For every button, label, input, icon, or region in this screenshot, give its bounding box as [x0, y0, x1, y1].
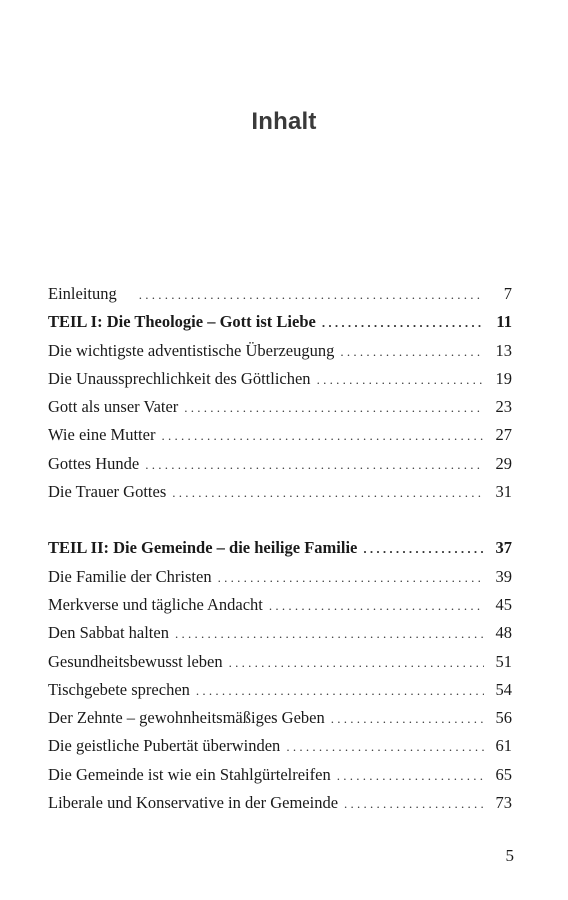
dot-leader [172, 479, 484, 507]
toc-entry-title: Gottes Hunde [48, 453, 140, 473]
dot-leader [286, 733, 484, 761]
toc-page-number: 73 [495, 793, 512, 813]
dot-leader [196, 677, 484, 705]
toc-page-number: 7 [503, 284, 512, 303]
toc-page-number: 23 [495, 397, 512, 417]
toc-entry[interactable] [48, 732, 512, 760]
toc-page-number: 19 [495, 368, 512, 388]
toc-page-number: 51 [495, 651, 512, 671]
toc-section-teil-2[interactable] [48, 534, 512, 562]
toc-entry[interactable] [48, 789, 512, 817]
toc-page-number: 56 [495, 708, 512, 728]
toc-page-number: 45 [495, 594, 512, 614]
dot-leader [317, 366, 484, 394]
dot-leader [363, 535, 484, 563]
toc-entry-title: Gesundheitsbewusst leben [48, 651, 223, 671]
toc-section-teil-1[interactable] [48, 308, 512, 336]
dot-leader [337, 762, 484, 790]
dot-leader [269, 592, 484, 620]
toc-entry-title: Die Unaussprechlichkeit des Göttlichen [48, 368, 311, 388]
dot-leader [139, 281, 484, 309]
toc-entry[interactable] [48, 704, 512, 732]
toc-page-number: 39 [495, 566, 512, 586]
toc-entry[interactable] [48, 337, 512, 365]
toc-entry-title: Die geistliche Pubertät überwinden [48, 736, 281, 756]
toc-entry-title: Wie eine Mutter [48, 425, 156, 445]
toc-entry-title: Der Zehnte – gewohnheitsmäßiges Geben [48, 708, 325, 728]
dot-leader [229, 649, 484, 677]
toc-page-number: 65 [495, 764, 512, 784]
toc-page-number: 48 [495, 623, 512, 643]
toc-entry-title: Die Gemeinde ist wie ein Stahlgürtelreifen [48, 764, 331, 784]
toc-entry[interactable] [48, 478, 512, 506]
toc-entry-einleitung[interactable] [48, 280, 512, 308]
toc-entry[interactable] [48, 365, 512, 393]
toc-entry-title: Den Sabbat halten [48, 623, 169, 643]
toc-entry[interactable] [48, 393, 512, 421]
dot-leader [322, 309, 484, 337]
toc-entry[interactable] [48, 648, 512, 676]
toc-entry[interactable] [48, 619, 512, 647]
page-number: 5 [505, 846, 514, 865]
toc-page-number: 27 [495, 425, 512, 445]
dot-leader [331, 705, 484, 733]
toc-entry-title: Merkverse und tägliche Andacht [48, 594, 263, 614]
toc-entry-title: Tischgebete sprechen [48, 679, 190, 699]
table-of-contents [48, 280, 512, 817]
dot-leader [340, 338, 484, 366]
dot-leader [175, 620, 484, 648]
toc-page-number: 11 [496, 312, 512, 332]
dot-leader [184, 394, 484, 422]
toc-page-number: 13 [495, 340, 512, 360]
toc-entry[interactable] [48, 591, 512, 619]
page-title: Inhalt [251, 108, 317, 135]
toc-entry[interactable] [48, 421, 512, 449]
toc-entry-title: Gott als unser Vater [48, 397, 179, 417]
toc-entry-title: Die Trauer Gottes [48, 482, 167, 502]
dot-leader [218, 564, 484, 592]
toc-page-number: 54 [495, 679, 512, 699]
toc-page-number: 31 [495, 482, 512, 502]
dot-leader [344, 790, 484, 818]
toc-entry[interactable] [48, 676, 512, 704]
toc-page-number: 61 [495, 736, 512, 756]
toc-page-number: 37 [495, 538, 512, 558]
toc-entry[interactable] [48, 761, 512, 789]
toc-entry[interactable] [48, 563, 512, 591]
toc-entry-title: Die wichtigste adventistische Überzeugung [48, 340, 335, 360]
toc-entry-title: Liberale und Konservative in der Gemeinde [48, 793, 339, 813]
toc-section-title: TEIL II: Die Gemeinde – die heilige Familie [48, 538, 358, 558]
toc-entry-title: Einleitung [48, 284, 117, 303]
dot-leader [145, 451, 484, 479]
toc-entry-title: Die Familie der Christen [48, 566, 212, 586]
toc-section-title: TEIL I: Die Theologie – Gott ist Liebe [48, 312, 316, 332]
toc-page-number: 29 [495, 453, 512, 473]
toc-entry[interactable] [48, 450, 512, 478]
dot-leader [161, 422, 484, 450]
